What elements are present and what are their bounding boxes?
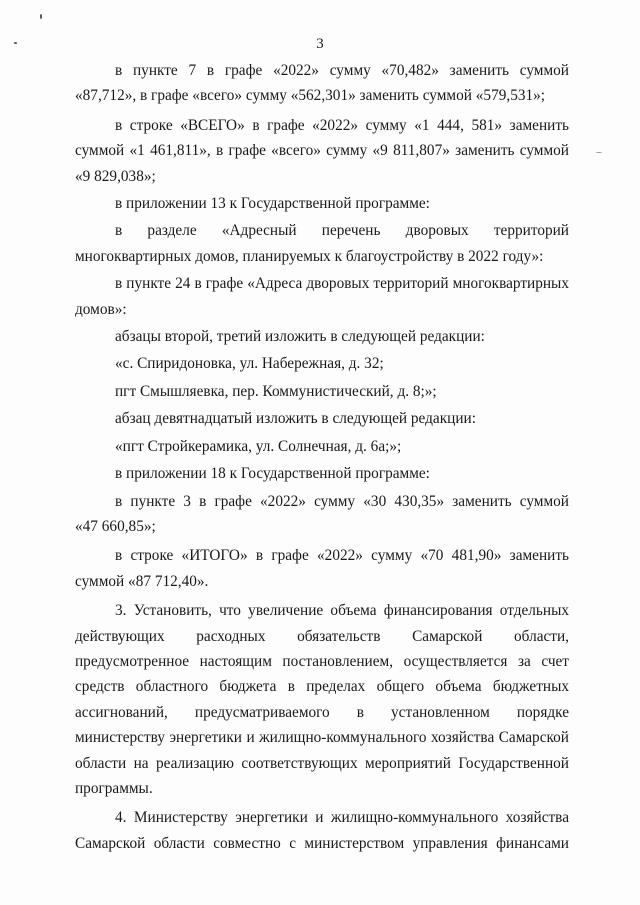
text-line: абзац девятнадцатый изложить в следующей редакции: bbox=[115, 410, 476, 428]
text-line: в разделе «Адресный перечень дворовых территорий bbox=[115, 222, 569, 240]
text-line: министерству энергетики и жилищно-коммунального хозяйства Самарской bbox=[75, 729, 569, 747]
scan-speck bbox=[596, 152, 602, 153]
scan-speck bbox=[14, 42, 17, 44]
text-line: многоквартирных домов, планируемых к благоустройству в 2022 году»: bbox=[75, 247, 544, 265]
text-line: средств областного бюджета в пределах общего объема бюджетных bbox=[75, 678, 569, 696]
page-number: 3 bbox=[316, 36, 324, 52]
scan-speck bbox=[40, 14, 42, 19]
text-line: в строке «ВСЕГО» в графе «2022» сумму «1 444, 581» заменить bbox=[115, 116, 569, 134]
text-line: в строке «ИТОГО» в графе «2022» сумму «70 481,90» заменить bbox=[115, 547, 569, 565]
text-line: в пункте 24 в графе «Адреса дворовых территорий многоквартирных bbox=[115, 275, 569, 293]
text-line: «87,712», в графе «всего» сумму «562,301» заменить суммой «579,531»; bbox=[75, 87, 546, 105]
document-body bbox=[75, 58, 569, 856]
text-line: в пункте 7 в графе «2022» сумму «70,482» заменить суммой bbox=[115, 62, 569, 79]
text-line: «9 829,038»; bbox=[75, 167, 156, 185]
text-line: абзацы второй, третий изложить в следующей редакции: bbox=[115, 328, 485, 346]
text-line: программы. bbox=[75, 779, 153, 797]
text-line: 4. Министерству энергетики и жилищно-коммунального хозяйства bbox=[115, 809, 569, 827]
text-line: «с. Спиридоновка, ул. Набережная, д. 32; bbox=[115, 355, 384, 373]
text-line: в приложении 18 к Государственной программе: bbox=[115, 465, 430, 483]
text-line: суммой «87 712,40». bbox=[75, 572, 209, 590]
text-line: области на реализацию соответствующих мероприятий Государственной bbox=[75, 754, 569, 772]
text-line: в пункте 3 в графе «2022» сумму «30 430,35» заменить суммой bbox=[115, 492, 569, 510]
text-line: «47 660,85»; bbox=[75, 517, 156, 535]
text-line: суммой «1 461,811», в графе «всего» сумму «9 811,807» заменить суммой bbox=[75, 142, 569, 160]
text-line: «пгт Стройкерамика, ул. Солнечная, д. 6а;»; bbox=[115, 437, 402, 455]
text-line: предусмотренное настоящим постановлением, осуществляется за счет bbox=[75, 652, 569, 670]
text-line: Самарской области совместно с министерством управления финансами bbox=[75, 834, 569, 852]
text-line: пгт Смышляевка, пер. Коммунистический, д. 8;»; bbox=[115, 382, 437, 400]
text-line: 3. Установить, что увеличение объема финансирования отдельных bbox=[115, 602, 569, 620]
text-line: действующих расходных обязательств Самарской области, bbox=[75, 627, 569, 645]
text-line: домов»: bbox=[75, 300, 127, 318]
text-line: ассигнований, предусматриваемого в установленном порядке bbox=[75, 703, 569, 721]
text-line: в приложении 13 к Государственной программе: bbox=[115, 195, 430, 213]
